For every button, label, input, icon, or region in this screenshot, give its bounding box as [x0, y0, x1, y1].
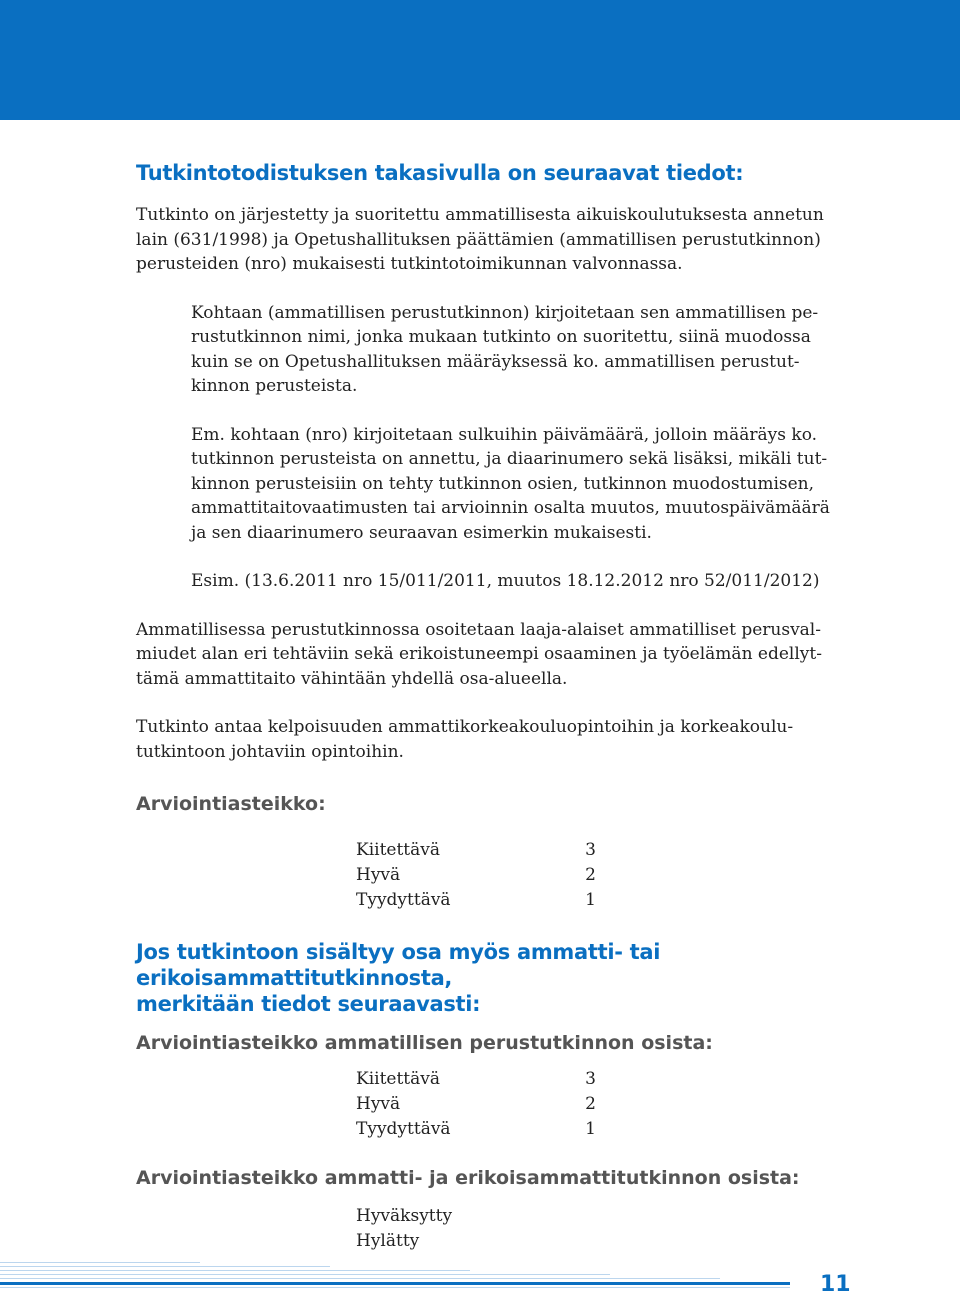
scale-row — [356, 838, 596, 863]
footer-line — [0, 1282, 790, 1285]
page-number: 11 — [820, 1272, 851, 1297]
text-line: lain (631/1998) ja Opetushallituksen päättämien (ammatillisen perustutkinnon) — [136, 229, 821, 250]
scale-row — [356, 1117, 596, 1142]
section-heading-2 — [136, 939, 848, 1017]
scale-label: Hylätty — [356, 1231, 420, 1251]
scale-row — [356, 888, 596, 913]
text-line: tutkinnon perusteista on annettu, ja diaarinumero sekä lisäksi, mikäli tut- — [191, 449, 828, 469]
text-line: Em. kohtaan (nro) kirjoitetaan sulkuihin päivämäärä, jolloin määräys ko. — [191, 424, 818, 445]
text-line: Kohtaan (ammatillisen perustutkinnon) kirjoitetaan sen ammatillisen pe- — [191, 302, 819, 323]
scale-heading-3: Arviointiasteikko ammatti- ja erikoisammattitutkinnon osista: — [136, 1167, 800, 1189]
scale-label: Tyydyttävä — [356, 890, 451, 910]
text-line: kuin se on Opetushallituksen määräyksessä ko. ammatillisen perustut- — [191, 351, 800, 372]
text-line: Tutkinto on järjestetty ja suoritettu ammatillisesta aikuiskoulutuksesta annetun — [136, 205, 824, 225]
scale-row — [356, 1067, 596, 1092]
grading-scale-1 — [356, 838, 848, 913]
scale-value: 1 — [585, 1119, 596, 1139]
footer-lines — [0, 1262, 790, 1292]
footer-line — [0, 1262, 200, 1263]
footer-line — [0, 1266, 330, 1267]
competence-paragraph — [136, 618, 848, 692]
text-line: tämä ammattitaito vähintään yhdellä osa-alueella. — [136, 668, 568, 689]
scale-heading: Arviointiasteikko: — [136, 793, 326, 815]
footer-line — [0, 1287, 790, 1288]
text-line: ammattitaitovaatimusten tai arvioinnin osalta muutos, muutospäivämäärä — [191, 498, 830, 518]
grading-scale-2 — [356, 1067, 848, 1142]
text-line: Ammatillisessa perustutkinnossa osoitetaan laaja-alaiset ammatilliset perusval- — [136, 619, 821, 640]
scale-value: 3 — [585, 840, 596, 860]
text-line: rustutkinnon nimi, jonka mukaan tutkinto on suoritettu, siinä muodossa — [191, 327, 811, 347]
scale-heading-2: Arviointiasteikko ammatillisen perustutkinnon osista: — [136, 1032, 713, 1054]
intro-paragraph — [136, 203, 848, 277]
text-line: miudet alan eri tehtäviin sekä erikoistuneempi osaaminen ja työelämän edellyt- — [136, 644, 822, 664]
scale-value: 2 — [585, 865, 596, 885]
heading-line: merkitään tiedot seuraavasti: — [136, 992, 481, 1016]
eligibility-paragraph — [136, 715, 848, 764]
heading-line: Jos tutkintoon sisältyy osa myös ammatti- tai erikoisammattitutkinnosta, — [136, 940, 661, 990]
text-line: perusteiden (nro) mukaisesti tutkintotoimikunnan valvonnassa. — [136, 254, 683, 274]
section-heading: Tutkintotodistuksen takasivulla on seuraavat tiedot: — [136, 161, 744, 185]
scale-row — [356, 863, 596, 888]
scale-label: Kiitettävä — [356, 840, 441, 860]
scale-value: 3 — [585, 1069, 596, 1089]
note-paragraph-1 — [191, 301, 848, 399]
text-line: tutkintoon johtaviin opintoihin. — [136, 741, 404, 762]
grading-scale-3 — [356, 1204, 848, 1254]
scale-label: Hyvä — [356, 865, 401, 885]
scale-value: 1 — [585, 890, 596, 910]
text-line: ja sen diaarinumero seuraavan esimerkin mukaisesti. — [191, 522, 652, 543]
example-line: Esim. (13.6.2011 nro 15/011/2011, muutos 18.12.2012 nro 52/011/2012) — [191, 571, 820, 591]
note-paragraph-2 — [191, 423, 848, 546]
scale-label: Hyvä — [356, 1094, 401, 1114]
scale-value: 2 — [585, 1094, 596, 1114]
scale-row — [356, 1092, 596, 1117]
footer-line — [0, 1278, 720, 1279]
page-content — [136, 160, 848, 1254]
scale-label: Hyväksytty — [356, 1206, 453, 1226]
footer-line — [0, 1270, 470, 1271]
scale-label: Kiitettävä — [356, 1069, 441, 1089]
footer-line — [0, 1274, 610, 1275]
text-line: kinnon perusteisiin on tehty tutkinnon osien, tutkinnon muodostumisen, — [191, 473, 815, 494]
header-band — [0, 0, 960, 120]
scale-label: Tyydyttävä — [356, 1119, 451, 1139]
text-line: kinnon perusteista. — [191, 376, 358, 396]
text-line: Tutkinto antaa kelpoisuuden ammattikorkeakouluopintoihin ja korkeakoulu- — [136, 717, 794, 737]
